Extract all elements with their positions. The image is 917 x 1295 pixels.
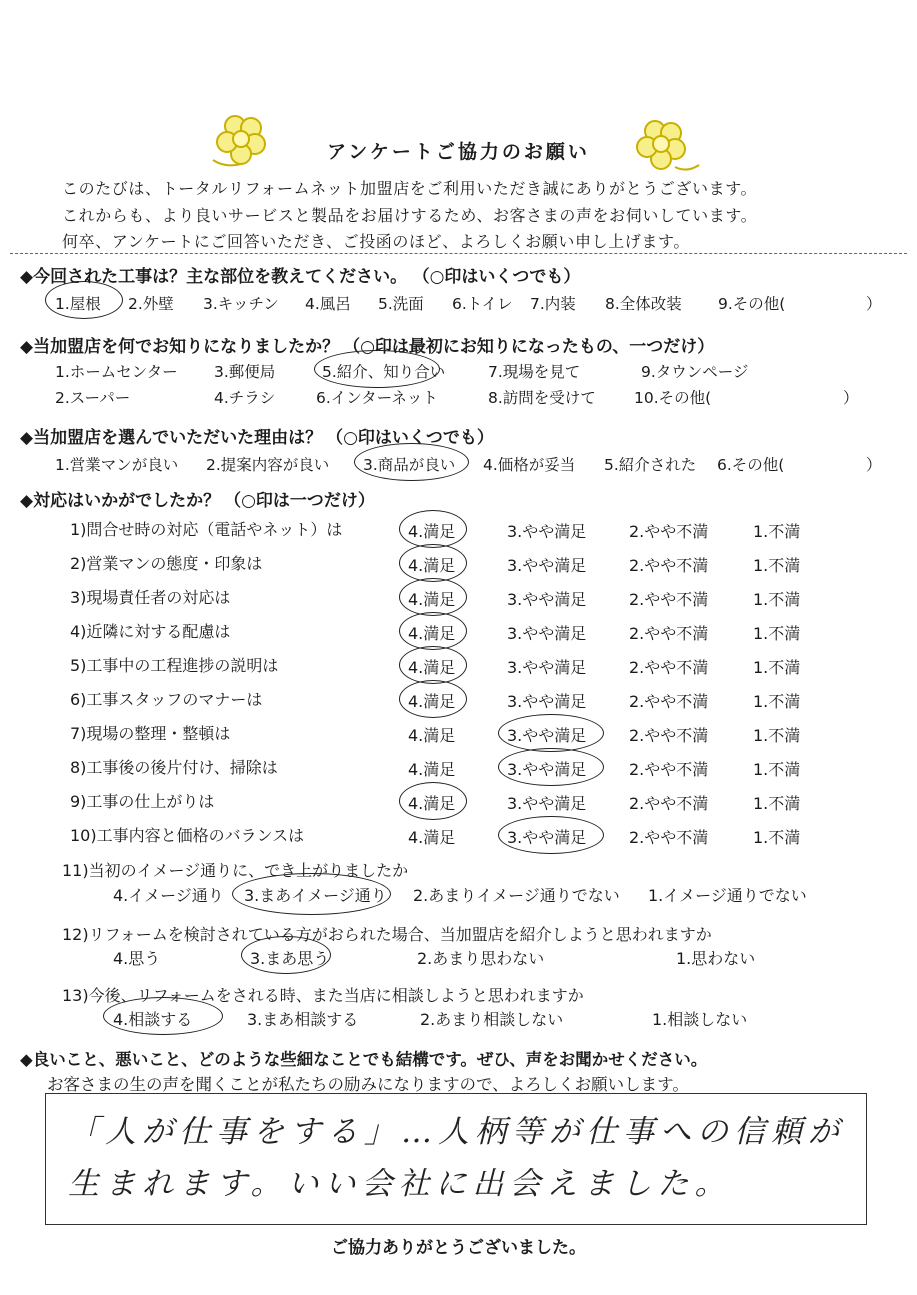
answer-circle [399, 680, 467, 718]
handwritten-comment-line-2: 生まれます。いい会社に出会えました。 [68, 1166, 732, 1202]
q2-option-3[interactable]: 3.郵便局 [214, 363, 276, 381]
q11-option-3[interactable]: 3.まあイメージ通り [244, 886, 387, 905]
q2-option-9[interactable]: 9.タウンページ [641, 363, 749, 381]
q12-option-4[interactable]: 4.思う [113, 949, 161, 968]
q3-option-6-close: ） [866, 456, 882, 474]
rating-option[interactable]: 1.不満 [753, 794, 801, 813]
q12-label: 12)リフォームを検討されている方がおられた場合、当加盟店を紹介しようと思われますか [62, 925, 712, 944]
rating-option[interactable]: 4.満足 [408, 760, 456, 779]
rating-option[interactable]: 3.やや満足 [507, 794, 587, 813]
rating-option[interactable]: 1.不満 [753, 624, 801, 643]
q12-option-2[interactable]: 2.あまり思わない [417, 949, 545, 968]
rating-option[interactable]: 2.やや不満 [629, 658, 709, 677]
rating-option[interactable]: 1.不満 [753, 828, 801, 847]
q13-label: 13)今後、リフォームをされる時、また当店に相談しようと思われますか [62, 986, 584, 1005]
rating-option[interactable]: 2.やや不満 [629, 556, 709, 575]
comment-prompt-1: ◆良いこと、悪いこと、どのような些細なことでも結構です。ぜひ、声をお聞かせください。 [20, 1050, 708, 1069]
rating-option[interactable]: 1.不満 [753, 556, 801, 575]
rating-option[interactable]: 3.やや満足 [507, 658, 587, 677]
q3-option-6[interactable]: 6.その他( [717, 456, 785, 474]
q3-option-1[interactable]: 1.営業マンが良い [55, 456, 179, 474]
q11-label: 11)当初のイメージ通りに、でき上がりましたか [62, 861, 409, 880]
rating-item-label: 10)工事内容と価格のバランスは [70, 826, 305, 845]
q13-option-3[interactable]: 3.まあ相談する [247, 1010, 359, 1029]
handwritten-comment-line-1: 「人が仕事をする」…人柄等が仕事への信頼が [68, 1114, 845, 1150]
rating-item-label: 7)現場の整理・整頓は [70, 724, 231, 743]
q3-option-5[interactable]: 5.紹介された [604, 456, 697, 474]
q1-option-2[interactable]: 2.外壁 [128, 295, 174, 313]
q1-option-9[interactable]: 9.その他( [718, 295, 786, 313]
rating-option[interactable]: 1.不満 [753, 590, 801, 609]
rating-option[interactable]: 2.やや不満 [629, 828, 709, 847]
q4-question: ◆対応はいかがでしたか？ （○印は一つだけ） [20, 491, 375, 511]
rating-option[interactable]: 1.不満 [753, 726, 801, 745]
rating-option[interactable]: 3.やや満足 [507, 522, 587, 541]
answer-circle [498, 714, 604, 752]
rating-item-label: 4)近隣に対する配慮は [70, 622, 231, 641]
answer-circle [498, 748, 604, 786]
q3-option-2[interactable]: 2.提案内容が良い [206, 456, 330, 474]
comment-prompt-2: お客さまの生の声を聞くことが私たちの励みになりますので、よろしくお願いします。 [47, 1075, 689, 1094]
q1-question: ◆今回された工事は？主な部位を教えてください。 （○印はいくつでも） [20, 267, 581, 287]
rating-item-label: 5)工事中の工程進捗の説明は [70, 656, 279, 675]
q2-question: ◆当加盟店を何でお知りになりましたか？ （○印は最初にお知りになったもの、一つだけ） [20, 337, 715, 357]
rating-option[interactable]: 4.満足 [408, 658, 456, 677]
rating-option[interactable]: 1.不満 [753, 760, 801, 779]
answer-circle [399, 612, 467, 650]
answer-circle [498, 816, 604, 854]
rating-option[interactable]: 3.やや満足 [507, 624, 587, 643]
intro-line-3: 何卒、アンケートにご回答いただき、ご投函のほど、よろしくお願い申し上げます。 [62, 232, 690, 251]
answer-circle [399, 646, 467, 684]
q3-option-3[interactable]: 3.商品が良い [363, 456, 456, 474]
rating-option[interactable]: 3.やや満足 [507, 828, 587, 847]
q1-option-1[interactable]: 1.屋根 [55, 295, 101, 313]
q2-option-6[interactable]: 6.インターネット [316, 389, 438, 407]
rating-option[interactable]: 2.やや不満 [629, 794, 709, 813]
answer-circle [354, 443, 469, 481]
answer-circle [399, 510, 467, 548]
rating-option[interactable]: 3.やや満足 [507, 760, 587, 779]
q1-option-8[interactable]: 8.全体改装 [605, 295, 682, 313]
rating-item-label: 8)工事後の後片付け、掃除は [70, 758, 278, 777]
answer-circle [241, 936, 331, 974]
rating-option[interactable]: 2.やや不満 [629, 522, 709, 541]
intro-line-2: これからも、より良いサービスと製品をお届けするため、お客さまの声をお伺いしています。 [62, 206, 758, 225]
rating-option[interactable]: 4.満足 [408, 624, 456, 643]
intro-line-1: このたびは、トータルリフォームネット加盟店をご利用いただき誠にありがとうございます。 [62, 179, 758, 198]
q2-option-7[interactable]: 7.現場を見て [488, 363, 581, 381]
rating-item-label: 9)工事の仕上がりは [70, 792, 215, 811]
q1-option-7[interactable]: 7.内装 [530, 295, 576, 313]
page-title: アンケートご協力のお願い [327, 141, 590, 163]
rating-item-label: 2)営業マンの態度・印象は [70, 554, 263, 573]
q13-option-2[interactable]: 2.あまり相談しない [420, 1010, 564, 1029]
answer-circle [314, 350, 440, 388]
comment-box[interactable] [45, 1093, 867, 1225]
rating-option[interactable]: 1.不満 [753, 522, 801, 541]
q11-option-4[interactable]: 4.イメージ通り [113, 886, 224, 905]
rating-option[interactable]: 1.不満 [753, 692, 801, 711]
q2-option-10[interactable]: 10.その他( [634, 389, 712, 407]
rating-option[interactable]: 4.満足 [408, 828, 456, 847]
rating-option[interactable]: 3.やや満足 [507, 556, 587, 575]
rating-option[interactable]: 4.満足 [408, 726, 456, 745]
rating-option[interactable]: 2.やや不満 [629, 726, 709, 745]
q2-option-10-close: ） [843, 389, 859, 407]
rating-option[interactable]: 2.やや不満 [629, 760, 709, 779]
q13-option-1[interactable]: 1.相談しない [652, 1010, 748, 1029]
q2-option-2[interactable]: 2.スーパー [55, 389, 131, 407]
q2-option-8[interactable]: 8.訪問を受けて [488, 389, 596, 407]
rating-item-label: 6)工事スタッフのマナーは [70, 690, 263, 709]
rating-option[interactable]: 2.やや不満 [629, 692, 709, 711]
q12-option-1[interactable]: 1.思わない [676, 949, 756, 968]
rating-option[interactable]: 4.満足 [408, 692, 456, 711]
rating-option[interactable]: 3.やや満足 [507, 726, 587, 745]
q3-question: ◆当加盟店を選んでいただいた理由は？ （○印はいくつでも） [20, 428, 494, 448]
rating-option[interactable]: 4.満足 [408, 794, 456, 813]
answer-circle [103, 997, 223, 1035]
thanks-message: ご協力ありがとうございました。 [331, 1238, 586, 1258]
answer-circle [399, 544, 467, 582]
q12-option-3[interactable]: 3.まあ思う [250, 949, 330, 968]
rating-option[interactable]: 3.やや満足 [507, 692, 587, 711]
rating-option[interactable]: 2.やや不満 [629, 624, 709, 643]
q1-option-4[interactable]: 4.風呂 [305, 295, 351, 313]
rating-option[interactable]: 4.満足 [408, 556, 456, 575]
rating-option[interactable]: 3.やや満足 [507, 590, 587, 609]
rating-option[interactable]: 4.満足 [408, 522, 456, 541]
q13-option-4[interactable]: 4.相談する [113, 1010, 193, 1029]
q1-option-3[interactable]: 3.キッチン [203, 295, 279, 313]
answer-circle [45, 281, 123, 319]
rating-option[interactable]: 2.やや不満 [629, 590, 709, 609]
rating-item-label: 3)現場責任者の対応は [70, 588, 231, 607]
q2-option-4[interactable]: 4.チラシ [214, 389, 276, 407]
q2-option-5[interactable]: 5.紹介、知り合い [322, 363, 446, 381]
q1-option-9-close: ） [866, 295, 882, 313]
q11-option-2[interactable]: 2.あまりイメージ通りでない [413, 886, 620, 905]
q3-option-4[interactable]: 4.価格が妥当 [483, 456, 576, 474]
q1-option-5[interactable]: 5.洗面 [378, 295, 424, 313]
q11-option-1[interactable]: 1.イメージ通りでない [648, 886, 807, 905]
rating-option[interactable]: 1.不満 [753, 658, 801, 677]
answer-circle [232, 873, 391, 915]
rating-item-label: 1)問合せ時の対応（電話やネット）は [70, 520, 343, 539]
q2-option-1[interactable]: 1.ホームセンター [55, 363, 178, 381]
answer-circle [399, 782, 467, 820]
divider [10, 253, 907, 254]
rating-option[interactable]: 4.満足 [408, 590, 456, 609]
answer-circle [399, 578, 467, 616]
q1-option-6[interactable]: 6.トイレ [452, 295, 513, 313]
